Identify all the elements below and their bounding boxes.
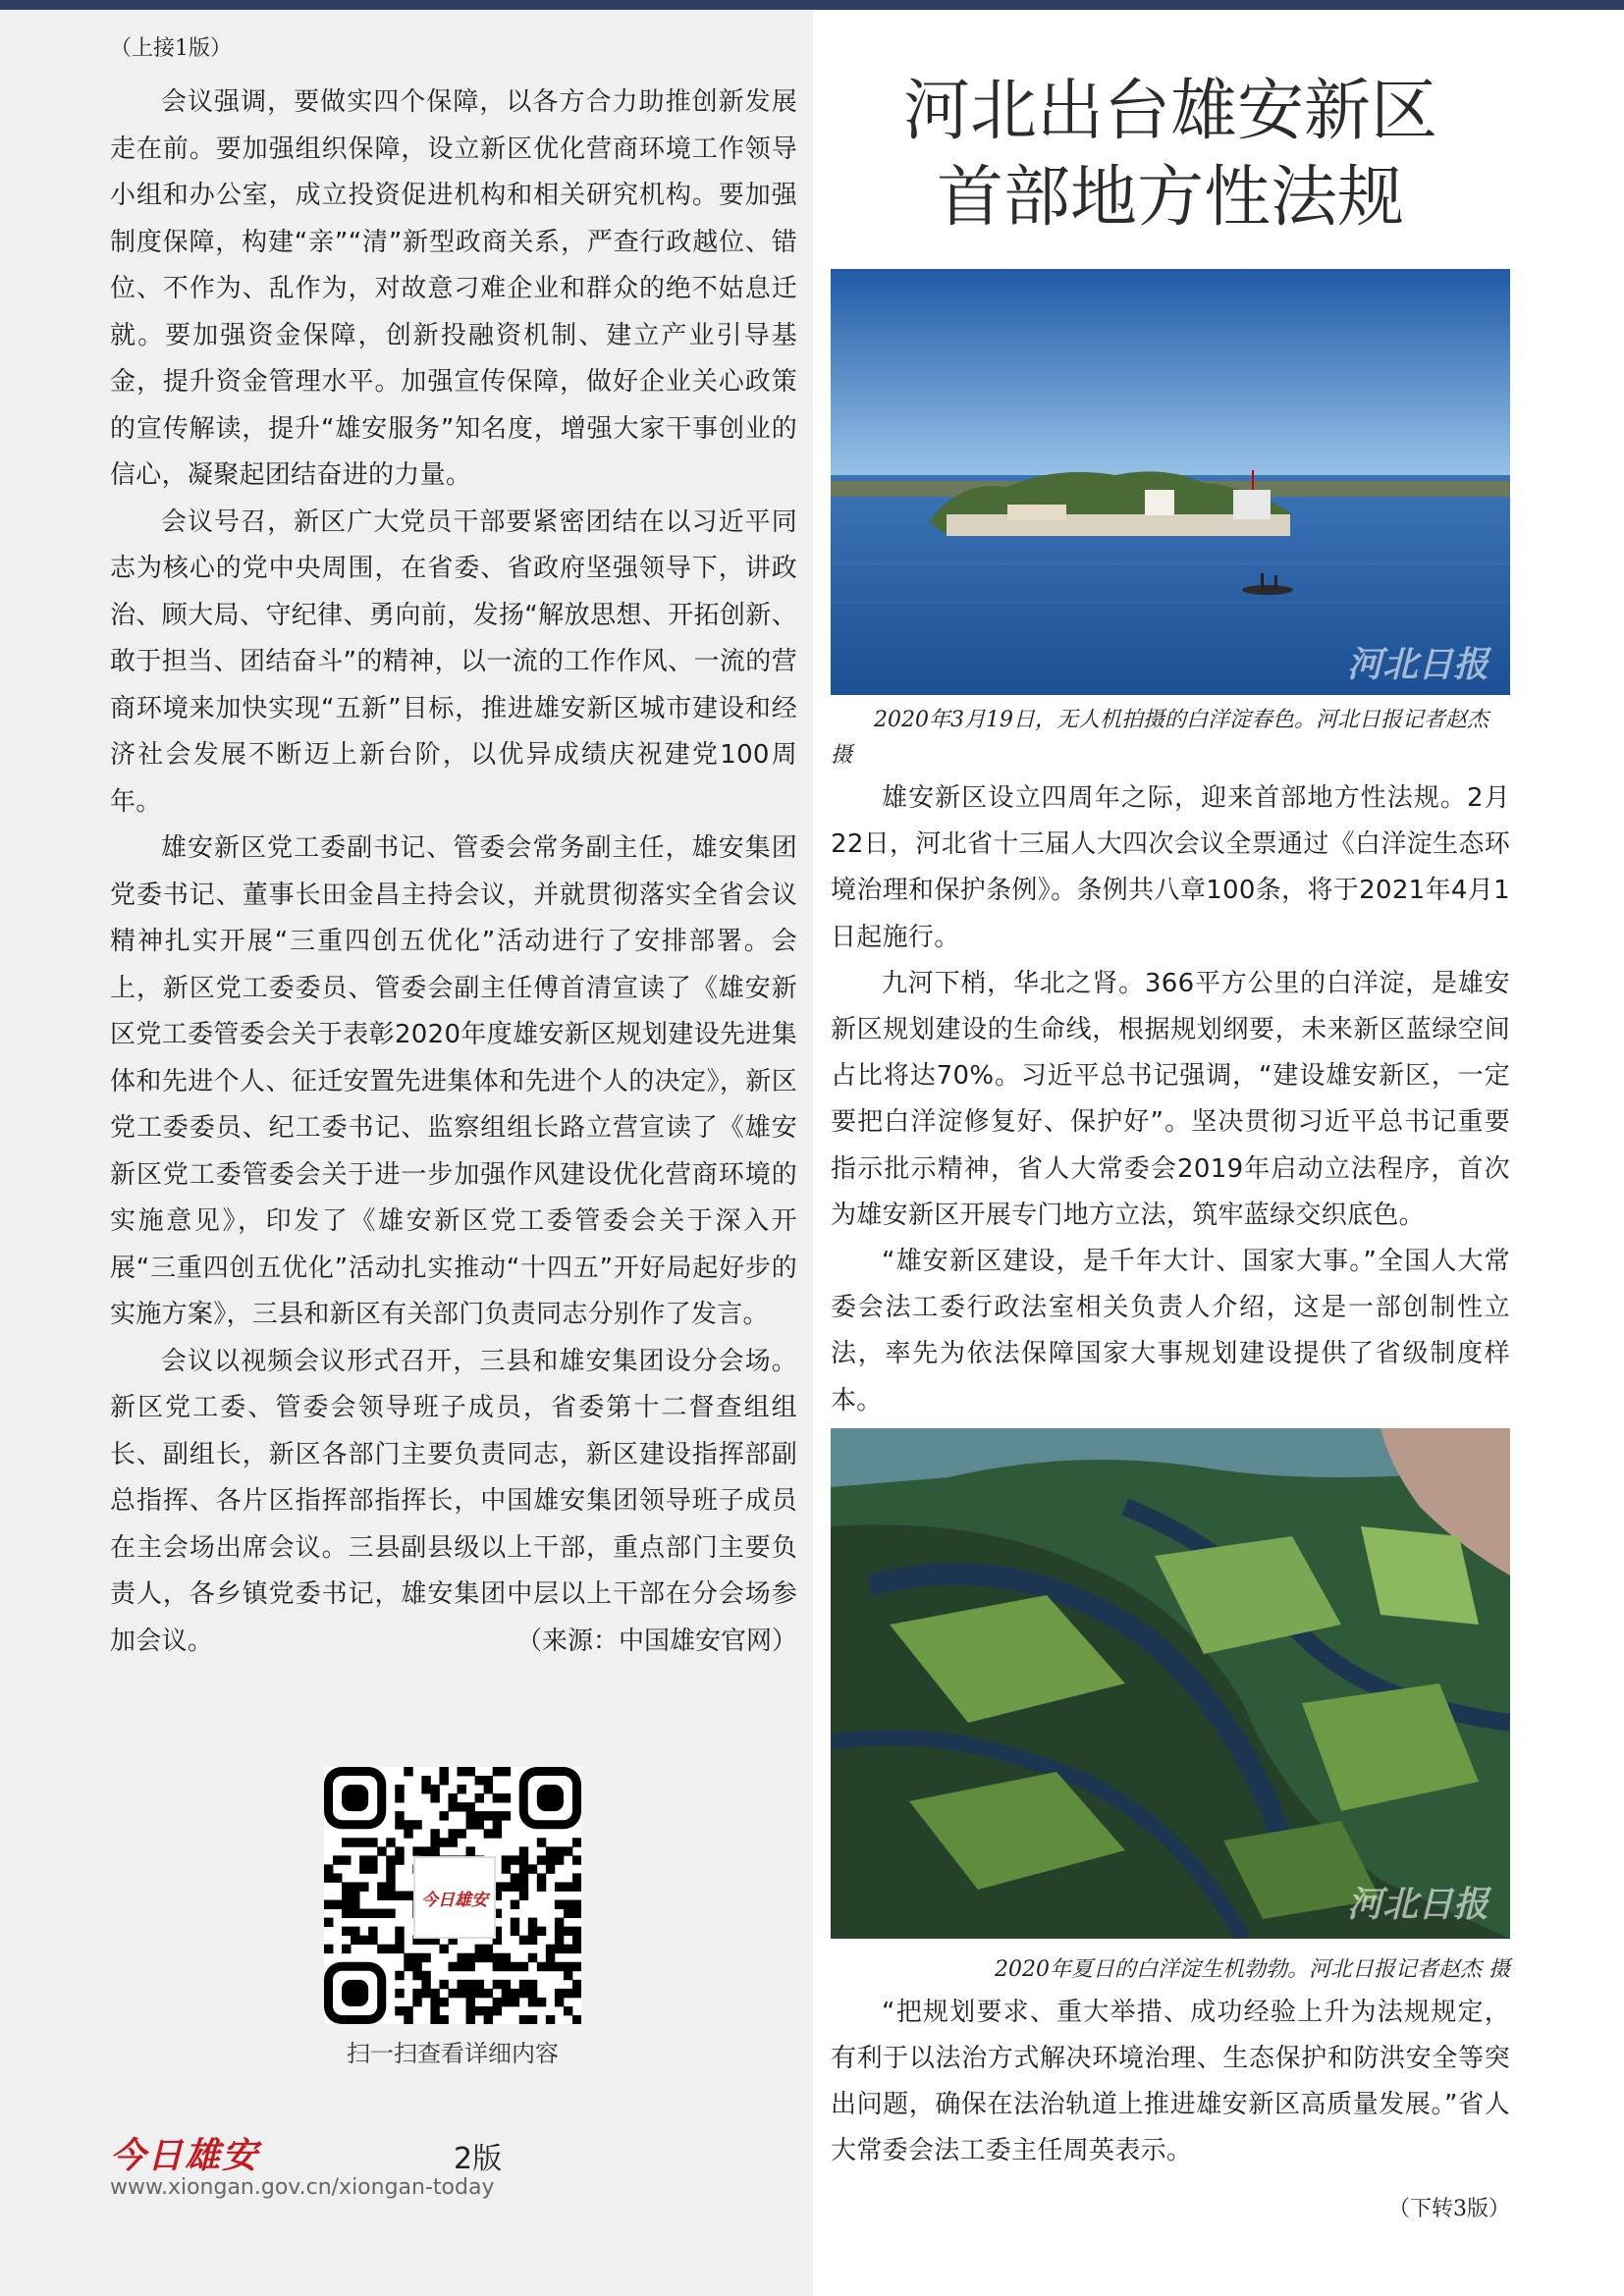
headline-line-2: 首部地方性法规 [936, 159, 1404, 237]
qr-block [324, 1767, 581, 2068]
top-color-bar [0, 0, 1624, 10]
continued-to-note: （下转3版） [1388, 2197, 1510, 2221]
paragraph: 会议强调，要做实四个保障，以各方合力助推创新发展走在前。要加强组织保障，设立新区优化营商环境工作领导小组和办公室，成立投资促进机构和相关研究机构。要加强制度保障，构建“亲”“清”新型政商关系，严查行政越位、错位、不作为、乱作为，对故意刁难企业和群众的绝不姑息迁就。要加强资金保障，创新投融资机制、建立产业引导基金，提升资金管理水平。加强宣传保障，做好企业关心政策的宣传解读，提升“雄安服务”知名度，增强大家干事创业的信心，凝聚起团结奋进的力量。 [110, 87, 797, 490]
paragraph: 会议以视频会议形式召开，三县和雄安集团设分会场。新区党工委、管委会领导班子成员，省委第十二督查组组长、副组长，新区各部门主要负责同志，新区建设指挥部副总指挥、各片区指挥部指挥长，中国雄安集团领导班子成员在主会场出席会议。三县副县级以上干部，重点部门主要负责人，各乡镇党委书记，雄安集团中层以上干部在分会场参加会议。 [110, 1346, 797, 1656]
headline-line-1: 河北出台雄安新区 [902, 73, 1437, 150]
newspaper-watermark: 河北日报 [1346, 1883, 1489, 1925]
paragraph: 雄安新区党工委副书记、管委会常务副主任，雄安集团党委书记、董事长田金昌主持会议，并就贯彻落实全省会议精神扎实开展“三重四创五优化”活动进行了安排部署。会上，新区党工委委员、管委会副主任傅首清宣读了《雄安新区党工委管委会关于表彰2020年度雄安新区规划建设先进集体和先进个人、征迁安置先进集体和先进个人的决定》，新区党工委委员、纪工委书记、监察组组长路立营宣读了《雄安新区党工委管委会关于进一步加强作风建设优化营商环境的实施意见》，印发了《雄安新区党工委管委会关于深入开展“三重四创五优化”活动扎实推动“十四五”开好局起好步的实施方案》，三县和新区有关部门负责同志分别作了发言。 [110, 833, 797, 1329]
continued-from-note: （上接1版） [110, 36, 232, 61]
paragraph: “雄安新区建设，是千年大计、国家大事。”全国人大常委会法工委行政法室相关负责人介绍，这是一部创制性立法，率先为依法保障国家大事规划建设提供了省级制度样本。 [831, 1247, 1510, 1415]
photo-baiyangdian-summer [831, 1428, 1510, 1939]
paragraph: 雄安新区设立四周年之际，迎来首部地方性法规。2月22日，河北省十三届人大四次会议全票通过《白洋淀生态环境治理和保护条例》。条例共八章100条，将于2021年4月1日起施行。 [831, 783, 1510, 952]
footer-brand-logo: 今日雄安 [110, 2135, 260, 2176]
paragraph: 会议号召，新区广大党员干部要紧密团结在以习近平同志为核心的党中央周围，在省委、省政府坚强领导下，讲政治、顾大局、守纪律、勇向前，发扬“解放思想、开拓创新、敢于担当、团结奋斗”的精神，以一流的工作作风、一流的营商环境来加快实现“五新”目标，推进雄安新区城市建设和经济社会发展不断迈上新台阶，以优异成绩庆祝建党100周年。 [110, 507, 797, 817]
qr-logo-text: 今日雄安 [421, 1890, 488, 1910]
paragraph: 九河下梢，华北之肾。366平方公里的白洋淀，是雄安新区规划建设的生命线，根据规划纲要，未来新区蓝绿空间占比将达70%。习近平总书记强调，“建设雄安新区，一定要把白洋淀修复好、保护好”。坚决贯彻习近平总书记重要指示批示精神，省人大常委会2019年启动立法程序，首次为雄安新区开展专门地方立法，筑牢蓝绿交织底色。 [831, 968, 1510, 1230]
photo-2-caption: 2020年夏日的白洋淀生机勃勃。河北日报记者赵杰 摄 [995, 1956, 1510, 1982]
footer-url[interactable]: www.xiongan.gov.cn/xiongan-today [110, 2175, 495, 2200]
photo-baiyangdian-spring [831, 269, 1510, 695]
footer-page-number: 2版 [454, 2142, 503, 2176]
source-note: （来源：中国雄安官网） [515, 1626, 797, 1656]
qr-caption: 扫一扫查看详细内容 [347, 2040, 559, 2067]
newspaper-watermark: 河北日报 [1346, 644, 1489, 685]
right-article [831, 69, 1510, 2175]
qr-code[interactable] [324, 1767, 581, 2024]
qr-center-logo [413, 1856, 496, 1939]
headline [831, 69, 1510, 241]
left-article [110, 31, 797, 1665]
photo-1-caption: 2020年3月19日，无人机拍摄的白洋淀春色。河北日报记者赵杰 摄 [831, 708, 1489, 768]
paragraph: “把规划要求、重大举措、成功经验上升为法规规定，有利于以法治方式解决环境治理、生态保护和防洪安全等突出问题，确保在法治轨道上推进雄安新区高质量发展。”省人大常委会法工委主任周英表示。 [831, 1997, 1510, 2166]
lake-island-image [831, 269, 1510, 695]
wetland-aerial-image [831, 1428, 1510, 1939]
